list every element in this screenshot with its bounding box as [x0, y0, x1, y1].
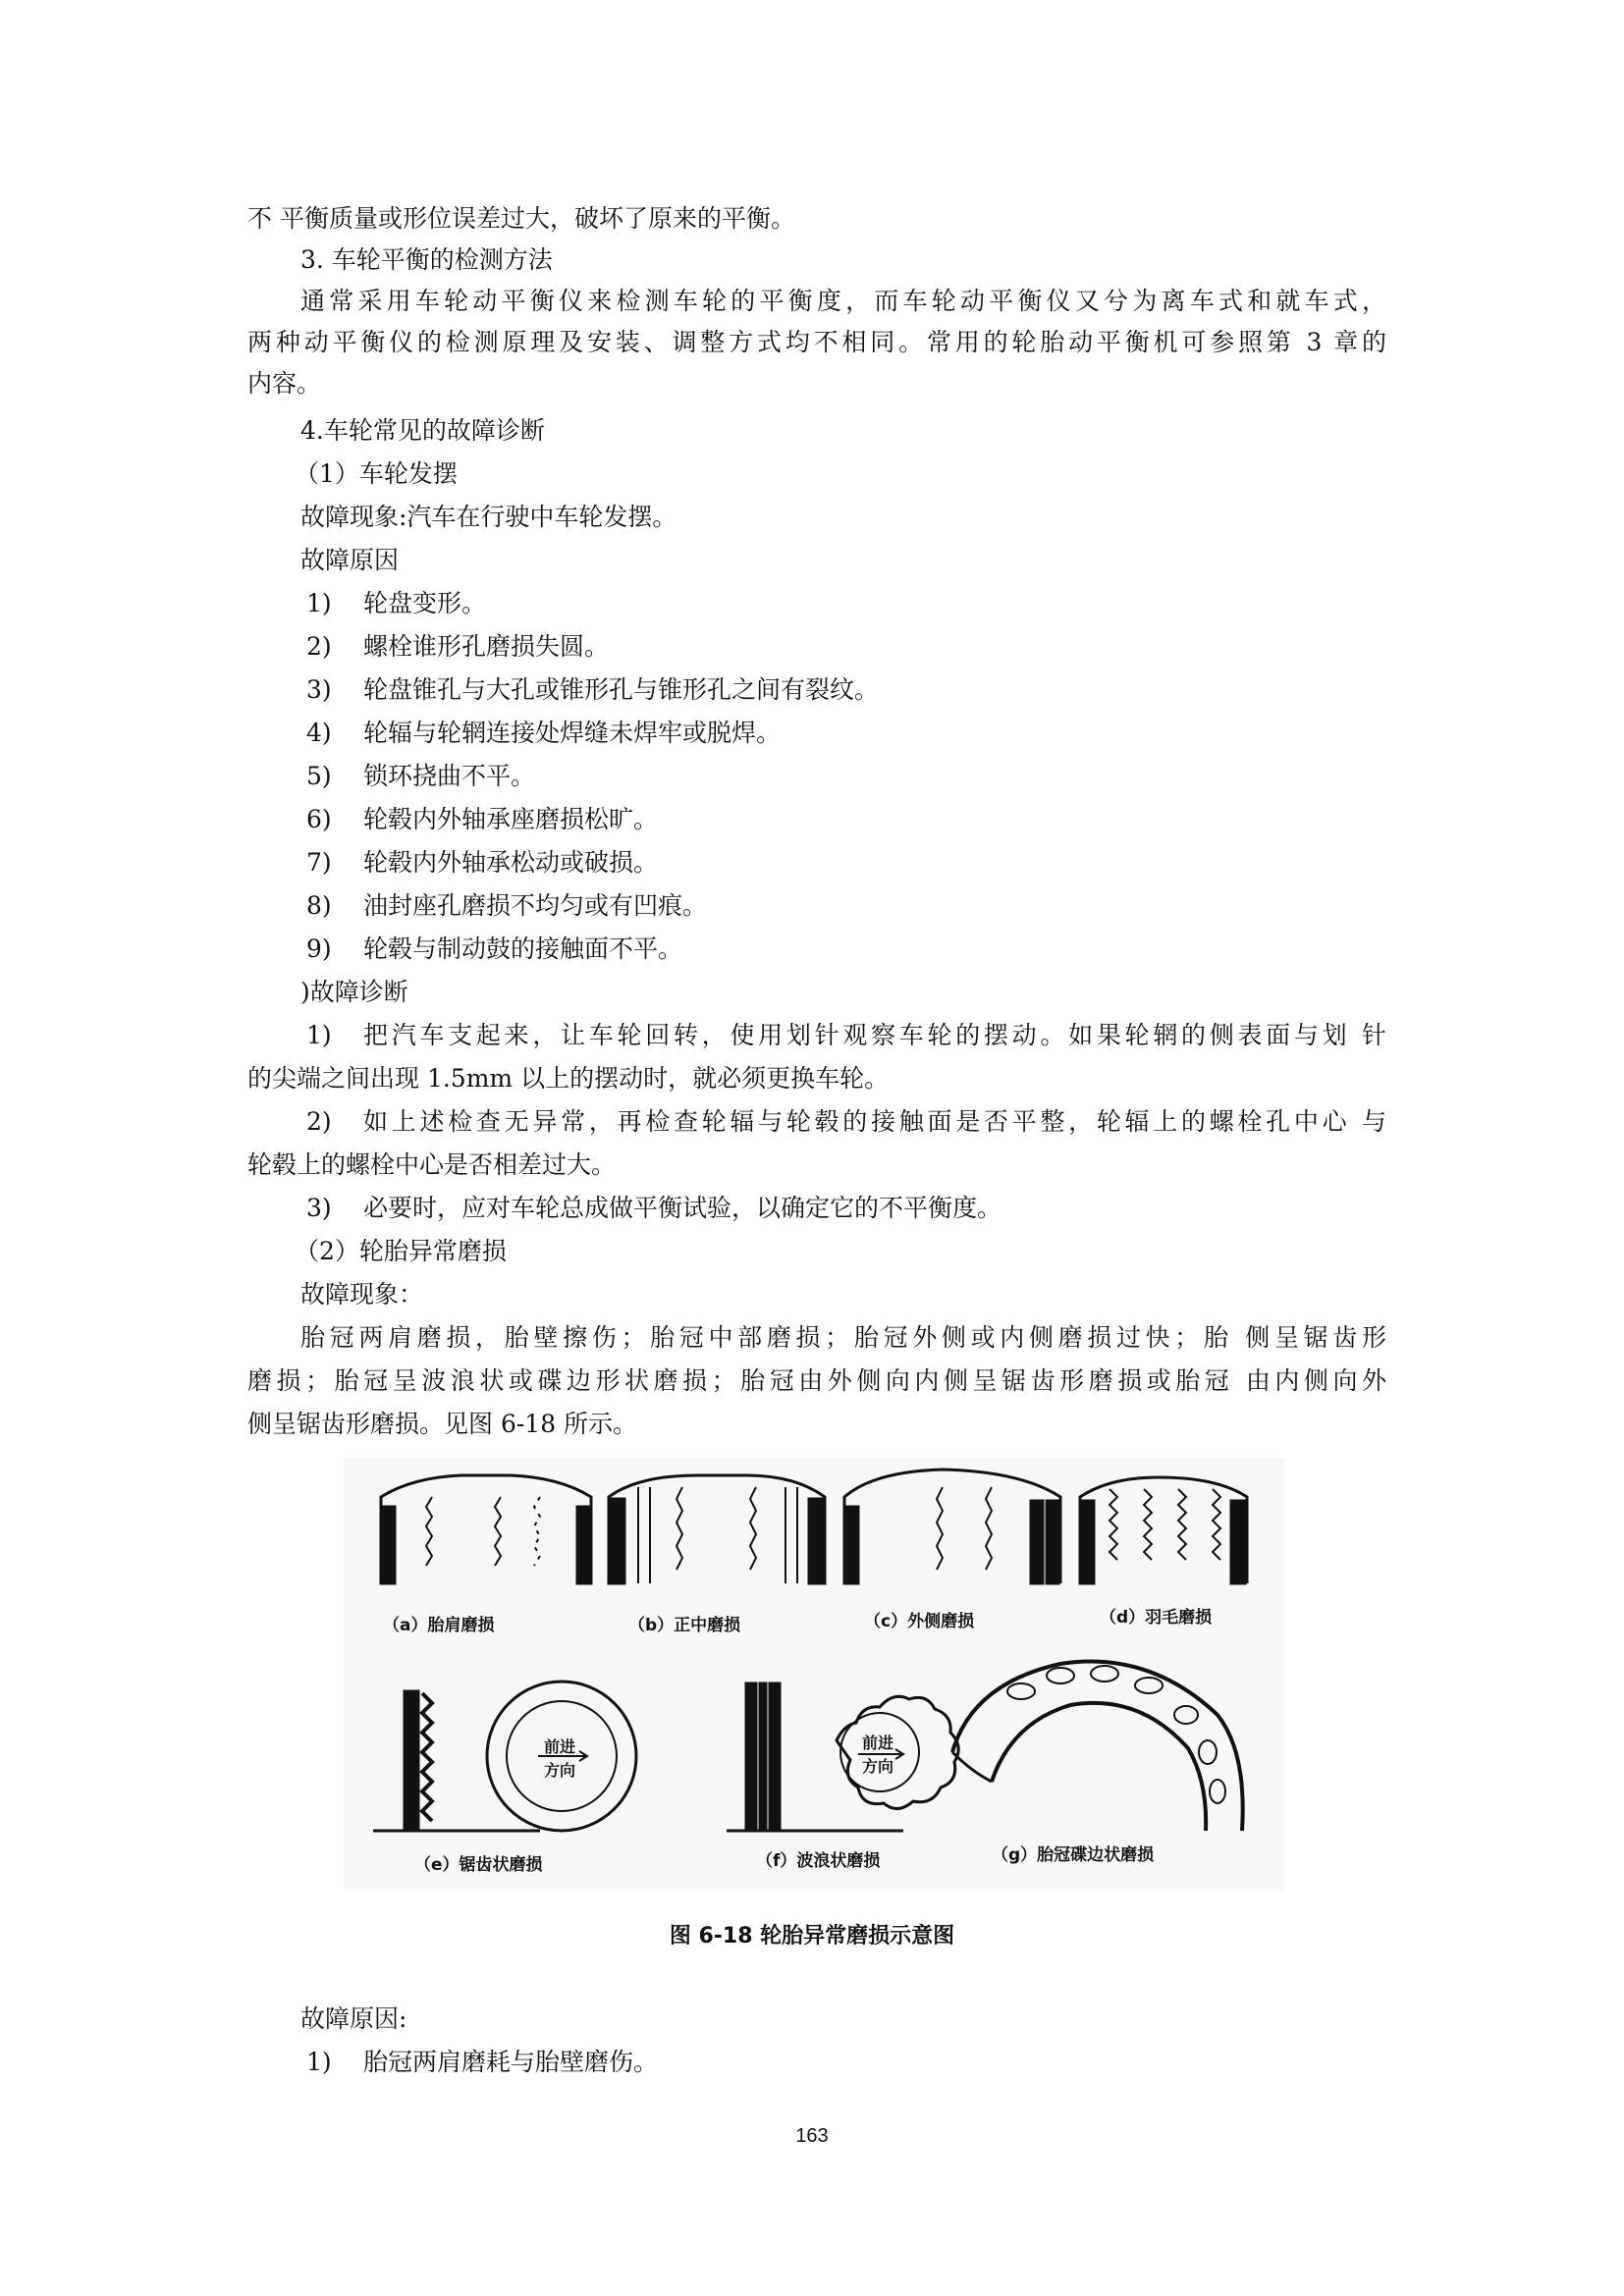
groove-line [937, 1487, 943, 1570]
tread-block [577, 1507, 591, 1583]
list-item: 轮辐与轮辋连接处焊缝未焊牢或脱焊。 [363, 719, 782, 747]
tire-profile-c [844, 1469, 1060, 1583]
scallop-spot [1007, 1683, 1035, 1699]
list-number: 7) [306, 848, 332, 877]
list-number: 9) [306, 934, 332, 963]
scallop-spot [1199, 1740, 1217, 1764]
para-line: 故障现象:汽车在行驶中车轮发摆。 [300, 503, 677, 531]
para-line: 磨损；胎冠呈波浪状或碟边形状磨损；胎冠由外侧向内侧呈锯齿形磨损或胎冠 由内侧向外 [247, 1366, 1386, 1395]
para-line: 通常采用车轮动平衡仪来检测车轮的平衡度，而车轮动平衡仪又兮为离车式和就车式， [300, 287, 1386, 315]
groove-line [1213, 1489, 1220, 1560]
scallop-spot [1210, 1780, 1225, 1803]
groove-line [495, 1497, 501, 1566]
para-line: 侧呈锯齿形磨损。见图 6-18 所示。 [247, 1410, 638, 1438]
list-number: 3) [306, 675, 332, 704]
list-number: 6) [306, 805, 332, 833]
list-number: 4) [306, 719, 332, 747]
list-number: 5) [306, 762, 332, 790]
subsection-heading: （1）车轮发摆 [295, 459, 458, 488]
tread-block [746, 1683, 756, 1831]
rim-circle [840, 1713, 919, 1791]
groove-line [677, 1487, 682, 1570]
tire-wear-figure [344, 1458, 1284, 1890]
direction-label-f: 前进 [862, 1734, 894, 1752]
list-item: 螺栓谁形孔磨损失圆。 [363, 632, 610, 661]
scallop-spot [1174, 1706, 1198, 1724]
list-item: 胎冠两肩磨耗与胎壁磨伤。 [363, 2048, 659, 2076]
groove-line [534, 1497, 540, 1566]
section-heading: 故障原因: [300, 2004, 407, 2033]
list-item: 油封座孔磨损不均匀或有凹痕。 [363, 891, 708, 920]
sawtooth-edge [422, 1693, 432, 1821]
direction-label-f: 方向 [862, 1757, 894, 1776]
scallop-spot [1135, 1678, 1163, 1693]
subfigure-label-e: （e）锯齿状磨损 [414, 1855, 543, 1875]
list-number: 2) [306, 1107, 332, 1136]
list-item: 锁环挠曲不平。 [363, 762, 536, 790]
subfigure-label-a: （a）胎肩磨损 [383, 1616, 495, 1635]
direction-label-e: 前进 [544, 1737, 576, 1756]
para-line: 把汽车支起来，让车轮回转，使用划针观察车轮的摆动。如果轮辋的侧表面与划 针 [363, 1021, 1386, 1049]
para-line: 胎冠两肩磨损，胎壁擦伤；胎冠中部磨损；胎冠外侧或内侧磨损过快；胎 侧呈锯齿形 [300, 1323, 1386, 1352]
subfigure-label-f: （f）波浪状磨损 [756, 1851, 881, 1871]
list-number: 1) [306, 2048, 332, 2076]
tire-profile-b [609, 1475, 825, 1583]
tire-profile-a [381, 1475, 591, 1583]
scallop-spot [1091, 1666, 1118, 1682]
tread-block [844, 1507, 858, 1583]
list-item: 轮毂内外轴承松动或破损。 [363, 848, 659, 877]
subfigure-label-c: （c）外侧磨损 [864, 1612, 975, 1631]
section-heading: )故障诊断 [300, 978, 408, 1006]
list-number: 1) [306, 1021, 332, 1049]
section-heading: 4.车轮常见的故障诊断 [300, 416, 545, 445]
tread-block [1080, 1501, 1094, 1583]
list-number: 2) [306, 632, 332, 661]
list-item: 轮盘锥孔与大孔或锥形孔与锥形孔之间有裂纹。 [363, 675, 880, 704]
para-line: 轮毂上的螺栓中心是否相差过大。 [247, 1150, 617, 1179]
scallop-spot [1047, 1668, 1074, 1683]
groove-line [750, 1487, 756, 1570]
tire-wavy-f [837, 1696, 958, 1808]
tread-block [609, 1499, 624, 1583]
groove-line [638, 1487, 650, 1583]
subfigure-label-b: （b）正中磨损 [628, 1616, 741, 1635]
tread-block [381, 1507, 395, 1583]
list-item: 轮毂内外轴承座磨损松旷。 [363, 805, 659, 833]
groove-line [1144, 1489, 1152, 1560]
subsection-heading: （2）轮胎异常磨损 [295, 1237, 507, 1265]
groove-line [1110, 1489, 1117, 1560]
subfigure-label-d: （d）羽毛磨损 [1100, 1608, 1213, 1628]
para-line: 内容。 [247, 369, 322, 398]
list-item: 轮盘变形。 [363, 589, 487, 617]
tread-block [1231, 1501, 1245, 1583]
para-line: 必要时，应对车轮总成做平衡试验，以确定它的不平衡度。 [363, 1194, 1002, 1222]
tire-profile-d [1080, 1477, 1247, 1583]
tire-arc-end [952, 1752, 992, 1782]
direction-label-e: 方向 [544, 1761, 576, 1780]
tire-arc-inner [992, 1703, 1206, 1831]
tread-block [770, 1683, 780, 1831]
groove-line [426, 1497, 432, 1566]
tread-block [1031, 1501, 1043, 1583]
tire-wear-illustration [344, 1458, 1284, 1890]
tread-block [405, 1691, 418, 1831]
para-line: 两种动平衡仪的检测原理及安装、调整方式均不相同。常用的轮胎动平衡机可参照第 3 章的 [247, 328, 1386, 356]
subfigure-label-g: （g）胎冠碟边状磨损 [992, 1845, 1155, 1865]
tread-block [760, 1683, 766, 1831]
tread-block [809, 1499, 825, 1583]
para-line: 不 平衡质量或形位误差过大，破坏了原来的平衡。 [247, 204, 795, 233]
groove-line [1178, 1489, 1186, 1560]
para-line: 故障原因 [300, 546, 400, 574]
page-number: 163 [795, 2125, 829, 2147]
figure-caption: 图 6-18 轮胎异常磨损示意图 [669, 1924, 955, 1949]
list-item: 轮毂与制动鼓的接触面不平。 [363, 934, 683, 963]
list-number: 3) [306, 1194, 332, 1222]
section-heading: 3. 车轮平衡的检测方法 [300, 245, 553, 274]
list-number: 1) [306, 589, 332, 617]
para-line: 如上述检查无异常，再检查轮辐与轮毂的接触面是否平整，轮辐上的螺栓孔中心 与 [363, 1107, 1386, 1136]
tread-block [1047, 1501, 1058, 1583]
groove-line [785, 1487, 797, 1583]
para-line: 故障现象： [300, 1280, 424, 1308]
para-line: 的尖端之间出现 1.5mm 以上的摆动时，就必须更换车轮。 [247, 1064, 890, 1093]
list-number: 8) [306, 891, 332, 920]
groove-line [986, 1487, 992, 1570]
